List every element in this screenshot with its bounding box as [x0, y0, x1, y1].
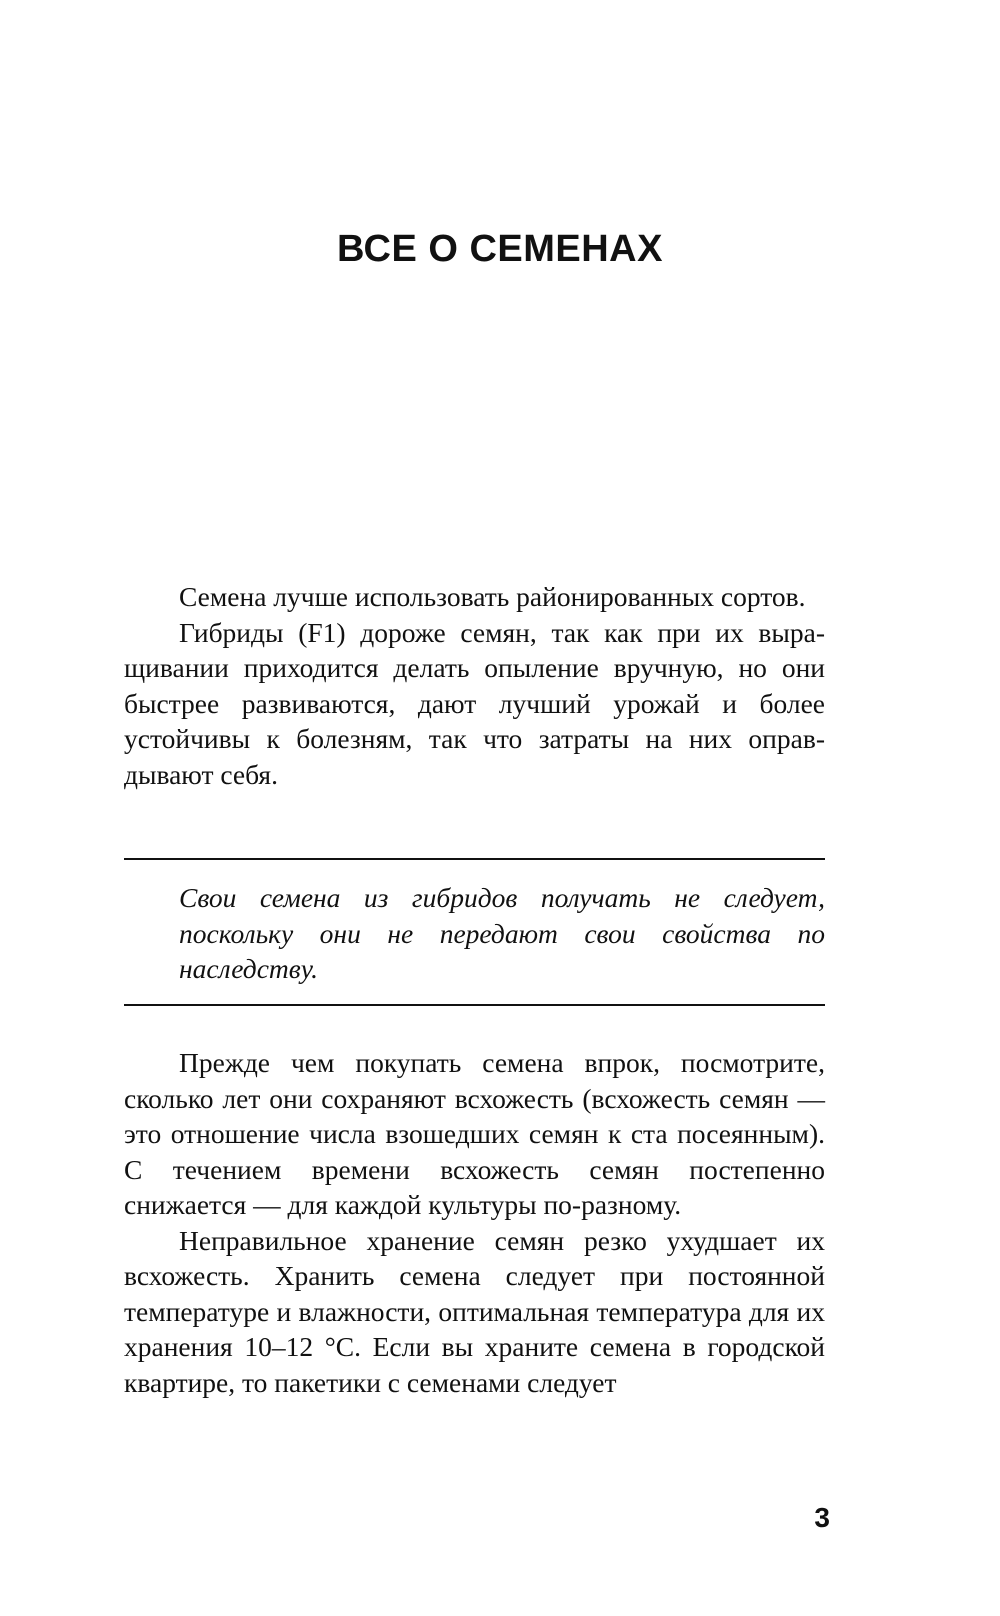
body-text-top — [124, 579, 825, 792]
paragraph: Прежде чем покупать семена впрок, посмотрите, сколько лет они сохраняют всхожесть (всхожесть семян — это отношение числа взошедших семян к ста посеянным). С течением времени всхожесть семян постепенно снижается — для каждой культуры по-разному. — [124, 1047, 825, 1220]
callout-note-text: Свои семена из гибридов получать не следует, поскольку они не передают свои свойства по наследству. — [179, 882, 825, 984]
paragraph: Неправильное хранение семян резко ухудшает их всхожесть. Хранить семена следует при постоянной температуре и влажности, оптимальная температура для их хранения 10–12 °C. Если вы храните семена в городской квартире, то пакетики с семенами следует — [124, 1224, 825, 1398]
paragraph: Семена лучше использовать районированных сортов. — [179, 581, 806, 612]
chapter-title: ВСЕ О СЕМЕНАХ — [337, 228, 663, 270]
callout-note — [124, 858, 825, 1006]
paragraph: Гибриды (F1) дороже семян, так как при их выращивании приходится делать опыление вручную, но они быстрее развиваются, дают лучший урожай и более устойчивы к болезням, так что затраты на них оправдывают себя. — [124, 616, 825, 790]
body-text-bottom — [124, 1045, 825, 1400]
page-number: 3 — [814, 1502, 830, 1533]
